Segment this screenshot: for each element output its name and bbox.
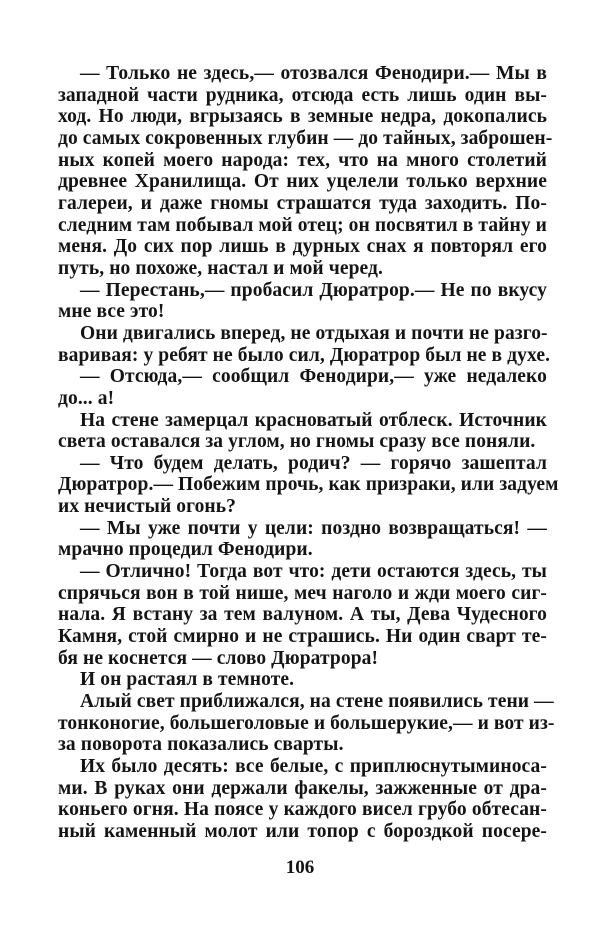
- text-line: Они двигались вперед, не отдыхая и почти не разго-: [80, 322, 548, 344]
- text-line: ход. Но люди, вгрызаясь в земные недра, докопались: [58, 106, 547, 128]
- text-line: мрачно процедил Фенодири.: [58, 539, 313, 561]
- paragraph: [58, 691, 555, 756]
- text-line: за поворота показались сварты.: [58, 734, 344, 756]
- text-line: Алый свет приближался, на стене появились тени —: [80, 691, 554, 713]
- page-number: 106: [285, 857, 315, 878]
- paragraph: [58, 561, 547, 669]
- text-line: И он растаял в темноте.: [80, 669, 295, 691]
- paragraph: [58, 322, 551, 366]
- text-line: — Перестань,— пробасил Дюратрор.— Не по вкусу: [80, 279, 547, 301]
- text-line: ми. В руках они держали факелы, зажженные от дра-: [58, 777, 547, 799]
- paragraph: [58, 366, 547, 409]
- text-line: варивая: у ребят не было сил, Дюратрор был не в духе.: [58, 344, 551, 366]
- paragraph: [58, 280, 547, 323]
- text-line: бя не коснется — слово Дюратрора!: [58, 647, 379, 669]
- text-line: до самых сокровенных глубин — до тайных, заброшен-: [58, 127, 553, 149]
- text-line: Их было десять: все белые, с приплюснутыминоса-: [80, 756, 547, 777]
- text-line: На стене замерцал красноватый отблеск. Источник: [80, 409, 547, 431]
- text-line: галереи, и даже гномы страшатся туда заходить. По-: [58, 192, 547, 214]
- text-line: света оставался за углом, но гномы сразу все поняли.: [58, 431, 536, 453]
- text-line: следним там побывал мой отец; он посвятил в тайну и: [58, 214, 548, 236]
- text-line: их нечистый огонь?: [58, 496, 237, 518]
- paragraph: [58, 756, 547, 843]
- text-line: Дюратрор.— Побежим прочь, как призраки, или задуем: [58, 474, 559, 496]
- text-line: ный каменный молот или топор с бороздкой посере-: [58, 820, 547, 842]
- text-line: — Отсюда,— сообщил Фенодири,— уже недалеко: [80, 366, 547, 388]
- text-line: — Мы уже почти у цели: поздно возвращаться! —: [80, 517, 547, 539]
- book-page-text: [58, 63, 559, 843]
- text-line: древнее Хранилища. От них уцелели только верхние: [58, 171, 547, 193]
- paragraph: [58, 63, 553, 280]
- text-line: — Отлично! Тогда вот что: дети остаются здесь, ты: [80, 561, 547, 583]
- text-line: спрячься вон в той нише, меч наголо и жди моего сиг-: [58, 582, 547, 604]
- paragraph: [58, 452, 559, 518]
- text-line: ных копей моего народа: тех, что на много столетий: [58, 149, 547, 171]
- paragraph: [58, 669, 547, 691]
- text-line: коньего огня. На поясе у каждого висел грубо обтесан-: [58, 799, 547, 821]
- text-line: западной части рудника, отсюда есть лишь один вы-: [58, 84, 547, 106]
- text-line: путь, но похоже, настал и мой черед.: [58, 257, 383, 279]
- text-line: — Что будем делать, родич? — горячо зашептал: [80, 452, 547, 474]
- text-line: тонконогие, большеголовые и большерукие,— и вот из-: [58, 712, 555, 734]
- text-line: — Только не здесь,— отозвался Фенодири.— Мы в: [80, 63, 547, 84]
- paragraph: [58, 518, 547, 561]
- paragraph: [58, 410, 547, 453]
- text-line: нала. Я встану за тем валуном. А ты, Дева Чудесного: [58, 604, 547, 626]
- text-line: мне все это!: [58, 301, 165, 323]
- text-line: меня. До сих пор лишь в дурных снах я повторял его: [58, 236, 547, 258]
- text-line: до... а!: [58, 387, 115, 409]
- text-line: Камня, стой смирно и не страшись. Ни один сварт те-: [58, 626, 547, 648]
